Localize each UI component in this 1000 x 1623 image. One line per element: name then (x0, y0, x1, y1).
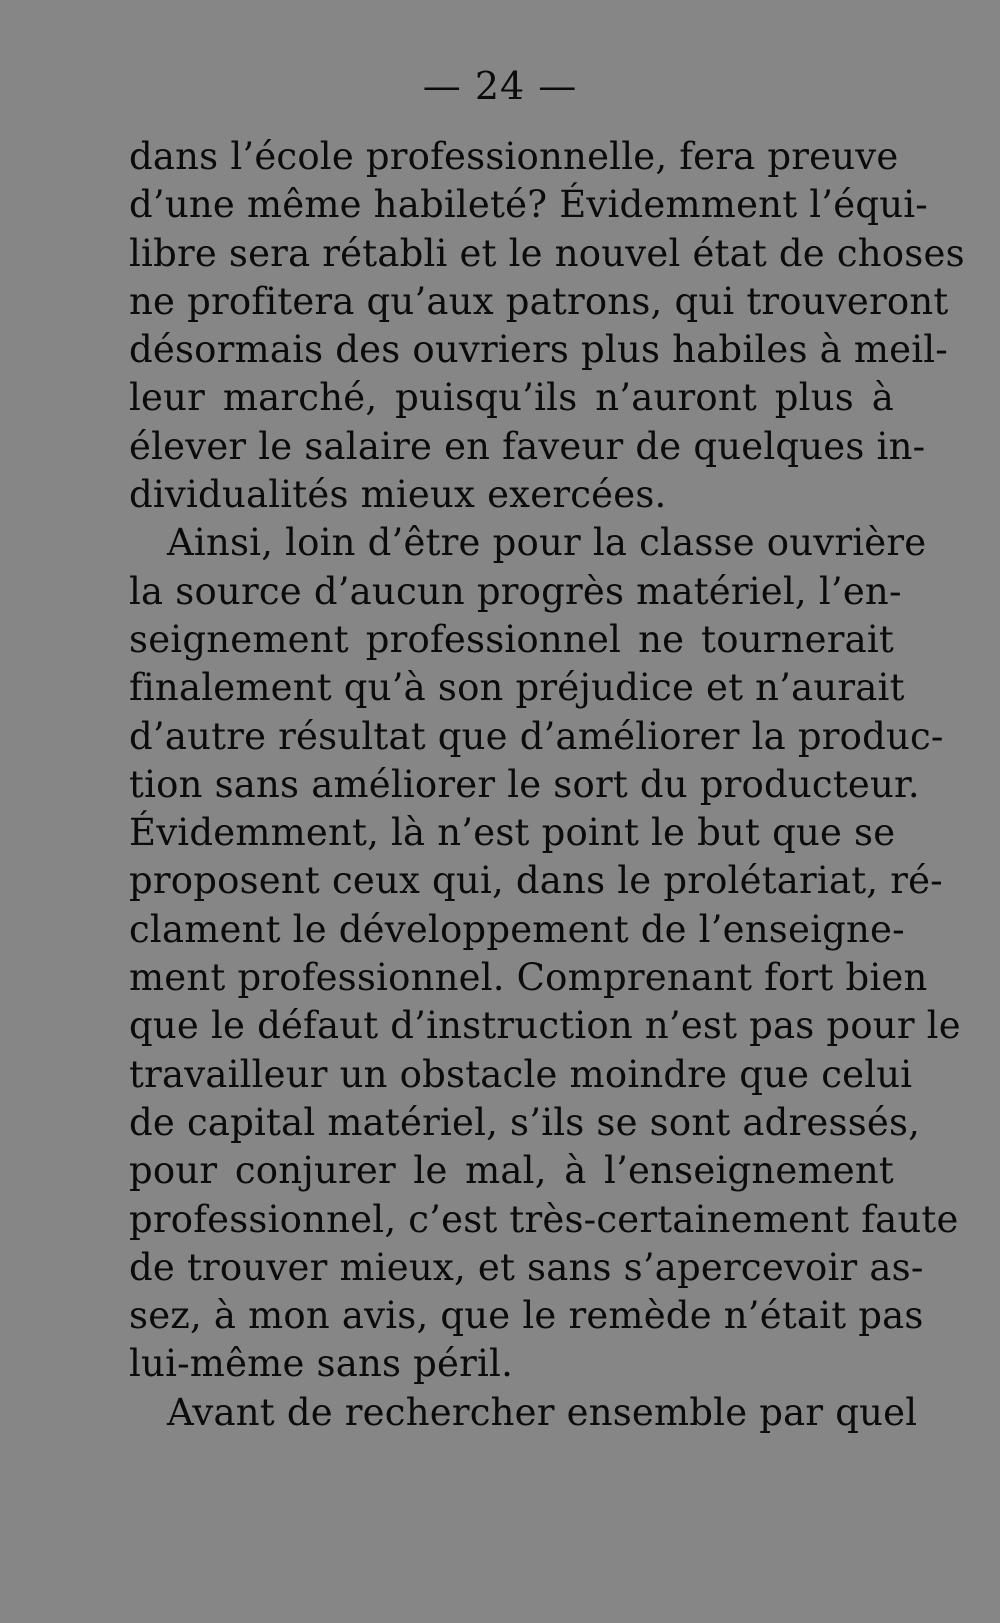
text-line: clament le développement de l’enseigne- (129, 907, 905, 951)
text-line: lui-même sans péril. (129, 1342, 514, 1386)
text-line: ne profitera qu’aux patrons, qui trouveront (129, 279, 949, 323)
text-line: ment professionnel. Comprenant fort bien (129, 956, 928, 1000)
text-line: d’autre résultat que d’améliorer la produc- (129, 714, 944, 758)
text-line: travailleur un obstacle moindre que celui (129, 1052, 913, 1096)
body-text (129, 133, 965, 1437)
text-line: dividualités mieux exercées. (129, 473, 667, 517)
text-line: proposent ceux qui, dans le prolétariat, ré- (129, 859, 943, 903)
text-line: leur marché, puisqu’ils n’auront plus à (129, 376, 894, 420)
page-number: — 24 — (422, 64, 578, 108)
text-line: Avant de rechercher ensemble par quel (167, 1390, 918, 1434)
text-line: de trouver mieux, et sans s’apercevoir as- (129, 1245, 924, 1289)
text-line: finalement qu’à son préjudice et n’aurait (129, 666, 905, 710)
text-line: la source d’aucun progrès matériel, l’en- (129, 569, 902, 613)
text-line: seignement professionnel ne tournerait (129, 617, 894, 661)
text-line: sez, à mon avis, que le remède n’était pas (129, 1294, 924, 1338)
text-line: d’une même habileté? Évidemment l’équi- (129, 183, 928, 227)
text-line: Ainsi, loin d’être pour la classe ouvrière (167, 521, 927, 565)
text-line: libre sera rétabli et le nouvel état de choses (129, 231, 965, 275)
text-line: tion sans améliorer le sort du producteur. (129, 762, 920, 806)
text-line: dans l’école professionnelle, fera preuve (129, 135, 899, 178)
text-line: que le défaut d’instruction n’est pas pour le (129, 1004, 961, 1048)
text-line: pour conjurer le mal, à l’enseignement (129, 1149, 894, 1193)
text-line: professionnel, c’est très-certainement faute (129, 1197, 959, 1241)
text-line: désormais des ouvriers plus habiles à meil- (129, 328, 949, 372)
text-line: de capital matériel, s’ils se sont adressés, (129, 1100, 921, 1144)
text-line: élever le salaire en faveur de quelques in- (129, 424, 926, 468)
text-line: Évidemment, là n’est point le but que se (129, 811, 896, 855)
